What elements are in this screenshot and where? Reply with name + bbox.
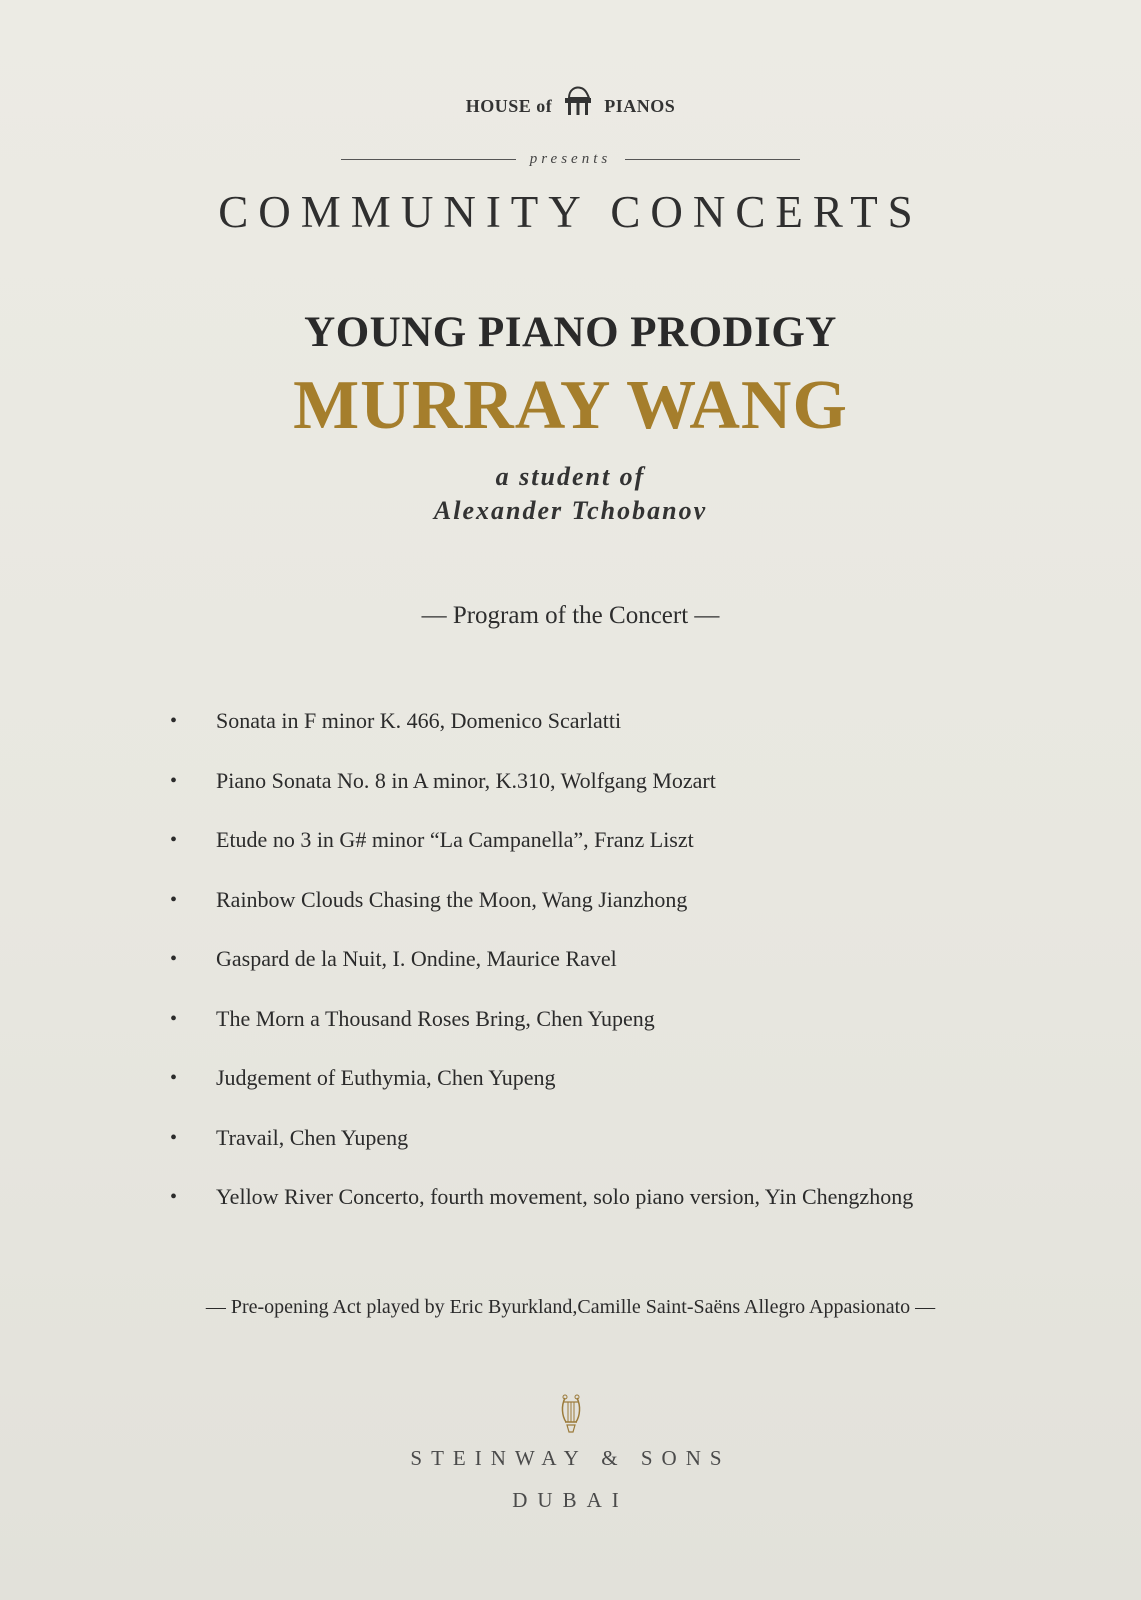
bullet-icon: • — [170, 1186, 178, 1208]
pre-opening-note: — Pre-opening Act played by Eric Byurkland,Camille Saint-Saëns Allegro Appasionato — — [205, 1296, 936, 1318]
program-item-text: The Morn a Thousand Roses Bring, Chen Yupeng — [216, 1005, 655, 1031]
program-item-text: Travail, Chen Yupeng — [216, 1124, 409, 1150]
bullet-icon: • — [170, 1007, 178, 1030]
presents-line — [0, 150, 1141, 168]
program-item-text: Gaspard de la Nuit, I. Ondine, Maurice Ravel — [216, 946, 617, 971]
bullet-icon: • — [170, 769, 178, 792]
series-title: COMMUNITY CONCERTS — [218, 187, 923, 237]
logo-right-text: PIANOS — [604, 96, 676, 116]
footer-city: DUBAI — [512, 1488, 629, 1512]
logo-left-text: HOUSE of — [465, 96, 553, 116]
artist-tagline: YOUNG PIANO PRODIGY — [304, 309, 837, 356]
divider-right — [625, 159, 800, 160]
footer-brand: STEINWAY & SONS — [410, 1446, 731, 1470]
presents-text: presents — [529, 150, 612, 167]
bullet-icon: • — [170, 888, 178, 911]
grand-piano-icon — [561, 84, 595, 123]
student-of-label: a student of — [495, 462, 646, 491]
teacher-name: Alexander Tchobanov — [433, 496, 708, 525]
bullet-icon: • — [170, 710, 178, 732]
bullet-icon: • — [170, 829, 178, 851]
program-item-text: Rainbow Clouds Chasing the Moon, Wang Jianzhong — [216, 886, 688, 912]
program-item-text: Judgement of Euthymia, Chen Yupeng — [216, 1065, 556, 1090]
artist-name: MURRAY WANG — [293, 367, 848, 444]
program-item-text: Sonata in F minor K. 466, Domenico Scarlatti — [216, 708, 622, 733]
program-item-text: Piano Sonata No. 8 in A minor, K.310, Wolfgang Mozart — [216, 767, 716, 793]
steinway-lyre-icon — [560, 1392, 582, 1441]
house-of-pianos-logo — [0, 84, 1141, 123]
program-heading: — Program of the Concert — — [421, 602, 720, 629]
bullet-icon: • — [170, 1126, 178, 1149]
bullet-icon: • — [170, 1067, 178, 1089]
divider-left — [341, 159, 516, 160]
program-item-text: Etude no 3 in G# minor “La Campanella”, Franz Liszt — [216, 827, 694, 852]
bullet-icon: • — [170, 948, 178, 970]
program-item-text: Yellow River Concerto, fourth movement, solo piano version, Yin Chengzhong — [216, 1184, 914, 1209]
